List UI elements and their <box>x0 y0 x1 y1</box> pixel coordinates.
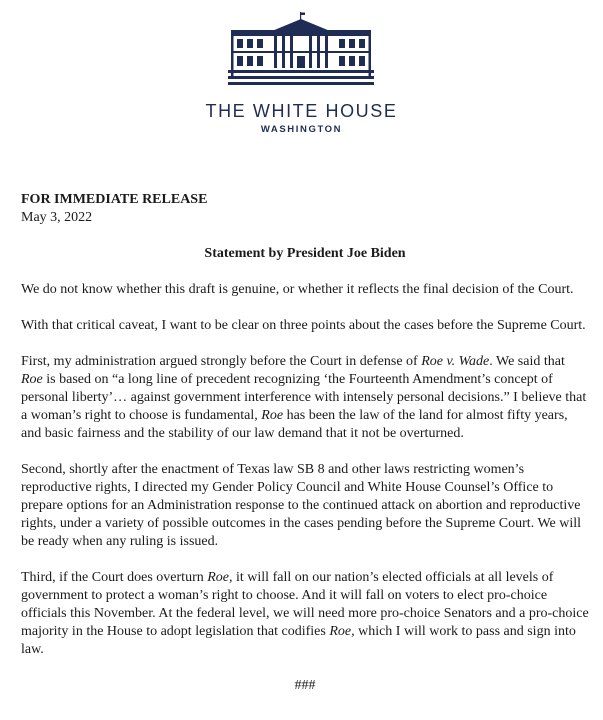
paragraph-5 <box>21 569 589 659</box>
paragraph-5-text: Third, if the Court does overturn <box>21 570 208 585</box>
paragraph-3-text: . We said that <box>489 354 565 369</box>
case-name: Roe <box>21 372 43 387</box>
end-mark: ### <box>294 678 316 693</box>
org-subtitle: WASHINGTON <box>260 124 343 135</box>
statement-title: Statement by President Joe Biden <box>204 246 406 261</box>
white-house-building-icon <box>228 12 374 87</box>
paragraph-3 <box>21 353 589 443</box>
paragraph-3-text: has been the law of the land for almost fifty years, and basic fairness and the stability of our law demand that it not be overturned. <box>21 408 568 441</box>
paragraph-5-text: it will fall on our nation’s elected officials at all levels of government to protect a woman’s right to choose. And it will fall on voters to elect pro-choice officials this November. At the federal level, we will need more pro-choice Senators and a pro-choice majority in the House to adopt legislation that codifies <box>21 570 589 639</box>
release-date: May 3, 2022 <box>21 210 93 225</box>
paragraph-1: We do not know whether this draft is genuine, or whether it reflects the final decision of the Court. <box>21 282 574 297</box>
paragraph-3-text: First, my administration argued strongly before the Court in defense of <box>21 354 422 369</box>
press-release <box>21 191 589 695</box>
paragraph-5-text: which I will work to pass and sign into law. <box>21 624 576 657</box>
paragraph-4: Second, shortly after the enactment of Texas law SB 8 and other laws restricting women’s reproductive rights, I directed my Gender Policy Council and White House Counsel’s Office to prepare options for an Administration response to the continued attack on abortion and reproductive rights, under a variety of possible outcomes in the cases pending before the Supreme Court. We will be ready when any ruling is issued. <box>21 462 582 549</box>
paragraph-2: With that critical caveat, I want to be clear on three points about the cases before the Supreme Court. <box>21 318 586 333</box>
paragraph-3-text: is based on “a long line of precedent recognizing ‘the Fourteenth Amendment’s concept of personal liberty’… against government interference with intensely personal decisions.” I believe that a woman’s right to choose is fundamental, <box>21 372 587 423</box>
case-name: Roe, <box>329 624 355 639</box>
release-label: FOR IMMEDIATE RELEASE <box>21 192 208 207</box>
org-name: THE WHITE HOUSE <box>205 101 398 121</box>
case-name: Roe v. Wade <box>421 354 490 369</box>
case-name: Roe <box>261 408 284 423</box>
case-name: Roe, <box>207 570 233 585</box>
